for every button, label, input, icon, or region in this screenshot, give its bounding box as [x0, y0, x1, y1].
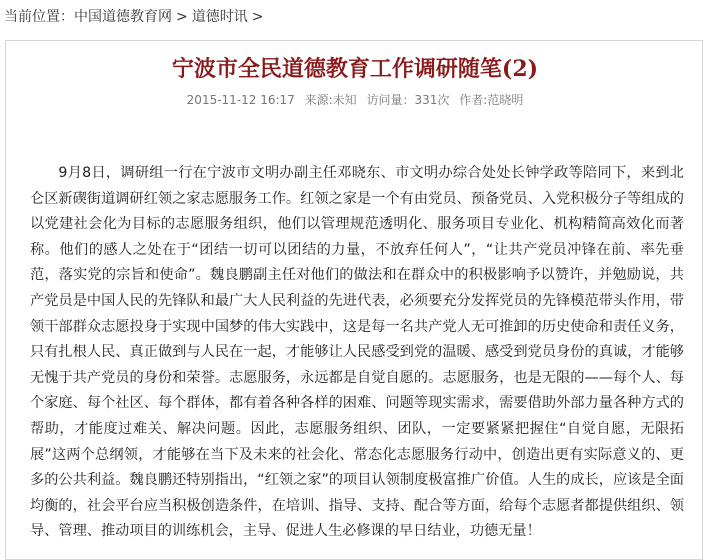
article-body	[30, 161, 684, 545]
breadcrumb-separator: >	[251, 9, 264, 25]
breadcrumb-separator: >	[176, 9, 188, 25]
views-label: 访问量：	[366, 93, 415, 107]
article-author: 作者:范晓明	[459, 93, 524, 107]
article-source: 来源:未知	[304, 93, 357, 107]
article-title: 宁波市全民道德教育工作调研随笔(2)	[171, 56, 539, 82]
article-paragraph: 9月8日，调研组一行在宁波市文明办副主任邓晓东、市文明办综合处处长钟学政等陪同下，来到北仑区新碶街道调研红领之家志愿服务工作。红领之家是一个有由党员、预备党员、入党积极分子等组成的以党建社会化为目标的志愿服务组织，他们以管理规范透明化、服务项目专业化、机构精简高效化而著称。他们的感人之处在于“团结一切可以团结的力量，不放弃任何人”，“让共产党员冲锋在前、率先垂范，落实党的宗旨和使命”。魏良鹏副主任对他们的做法和在群众中的积极影响予以赞许，并勉励说，共产党员是中国人民的先锋队和最广大人民利益的先进代表，必须要充分发挥党员的先锋模范带头作用，带领干部群众志愿投身于实现中国梦的伟大实践中，这是每一名共产党人无可推卸的历史使命和责任义务，只有扎根人民、真正做到与人民在一起，才能够让人民感受到党的温暖、感受到党员身份的真诚，才能够无愧于共产党员的身份和荣誉。志愿服务，永远都是自觉自愿的。志愿服务，也是无限的——每个人、每个家庭、每个社区、每个群体，都有着各种各样的困难、问题等现实需求，需要借助外部力量各种方式的帮助，才能度过难关、解决问题。因此，志愿服务组织、团队，一定要紧紧把握住“自觉自愿，无限拓展”这两个总纲领，才能够在当下及未来的社会化、常态化志愿服务行动中，创造出更有实际意义的、更多的公共利益。魏良鹏还特别指出，“红领之家”的项目认领制度极富推广价值。人生的成长，应该是全面均衡的，社会平台应当积极创造条件，在培训、指导、支持、配合等方面，给每个志愿者都提供组织、领导、管理、推动项目的训练机会，主导、促进人生必修课的早日结业，功德无量！	[30, 165, 684, 540]
views-unit: 次	[437, 93, 450, 107]
breadcrumb	[4, 6, 267, 28]
breadcrumb-link-news[interactable]: 道德时讯	[191, 9, 248, 25]
breadcrumb-link-home[interactable]: 中国道德教育网	[74, 9, 172, 25]
article-views	[367, 93, 450, 107]
article-meta	[6, 91, 704, 109]
article-panel	[5, 40, 703, 560]
views-count: 331	[414, 93, 438, 107]
breadcrumb-prefix: 当前位置：	[4, 9, 74, 25]
article-date: 2015-11-12 16:17	[186, 93, 295, 107]
